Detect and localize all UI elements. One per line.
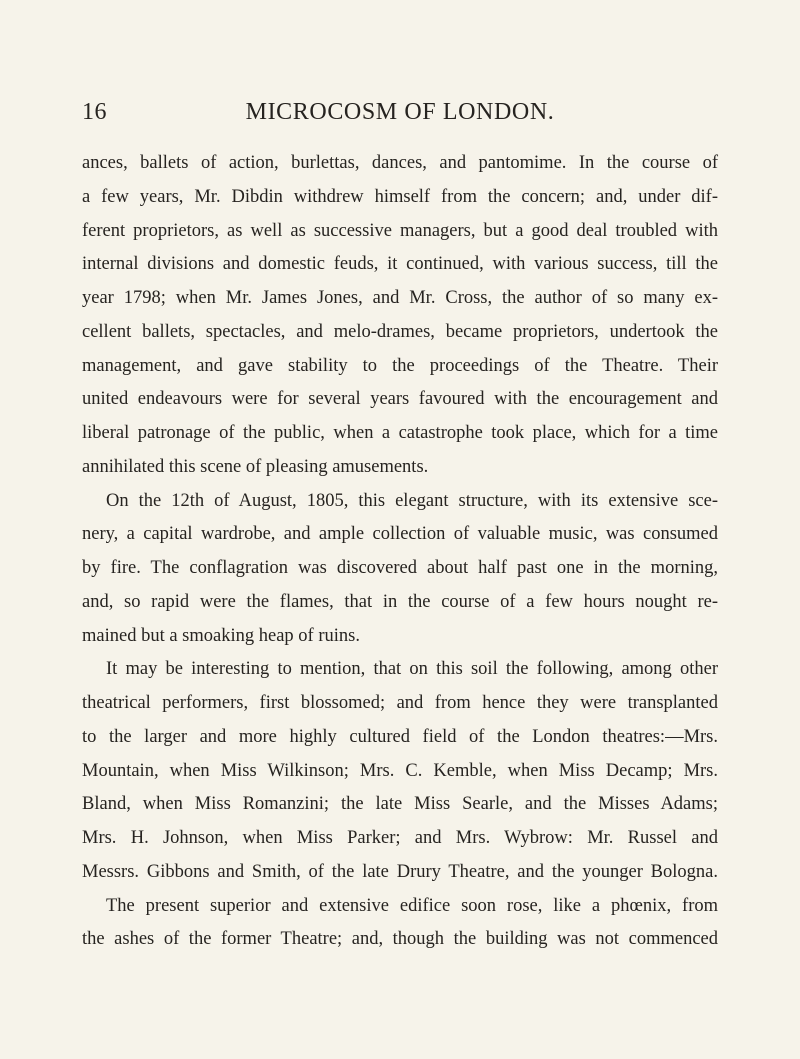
text-line: Mountain, when Miss Wilkinson; Mrs. C. Kemble, when Miss Decamp; Mrs. [82,760,718,781]
text-line: theatrical performers, first blossomed; and from hence they were transplanted [82,693,718,713]
text-line: and, so rapid were the flames, that in the course of a few hours nought re- [82,591,718,612]
running-title: MICROCOSM OF LONDON. [245,99,555,125]
page-number: 16 [82,99,107,125]
text-line: mained but a smoaking heap of ruins. [82,625,360,646]
text-line: year 1798; when Mr. James Jones, and Mr. Cross, the author of so many ex- [82,288,718,308]
text-line: cellent ballets, spectacles, and melo-drames, became proprietors, undertook the [82,321,718,342]
body-text [82,147,718,957]
text-line: nery, a capital wardrobe, and ample collection of valuable music, was consumed [82,524,718,545]
text-line: a few years, Mr. Dibdin withdrew himself from the concern; and, under dif- [82,186,718,207]
text-line: ferent proprietors, as well as successive managers, but a good deal troubled with [82,220,718,241]
text-line: Mrs. H. Johnson, when Miss Parker; and Mrs. Wybrow: Mr. Russel and [82,828,718,848]
text-line: Bland, when Miss Romanzini; the late Miss Searle, and the Misses Adams; [82,794,718,815]
text-line: Messrs. Gibbons and Smith, of the late Drury Theatre, and the younger Bologna. [82,861,718,882]
text-line: It may be interesting to mention, that on this soil the following, among other [106,659,718,680]
text-line: the ashes of the former Theatre; and, though the building was not commenced [82,929,718,950]
text-line: to the larger and more highly cultured field of the London theatres:—Mrs. [82,726,718,747]
page-header [82,96,718,128]
text-line: by fire. The conflagration was discovered about half past one in the morning, [82,558,718,578]
text-line: annihilated this scene of pleasing amusements. [82,456,429,477]
text-line: On the 12th of August, 1805, this elegant structure, with its extensive sce- [106,490,718,511]
text-line: united endeavours were for several years favoured with the encouragement and [82,389,718,410]
text-line: liberal patronage of the public, when a catastrophe took place, which for a time [82,423,718,443]
text-line: management, and gave stability to the proceedings of the Theatre. Their [82,355,718,376]
text-line: internal divisions and domestic feuds, it continued, with various success, till the [82,254,718,275]
text-line: ances, ballets of action, burlettas, dances, and pantomime. In the course of [82,153,718,173]
text-line: The present superior and extensive edifice soon rose, like a phœnix, from [106,895,718,916]
